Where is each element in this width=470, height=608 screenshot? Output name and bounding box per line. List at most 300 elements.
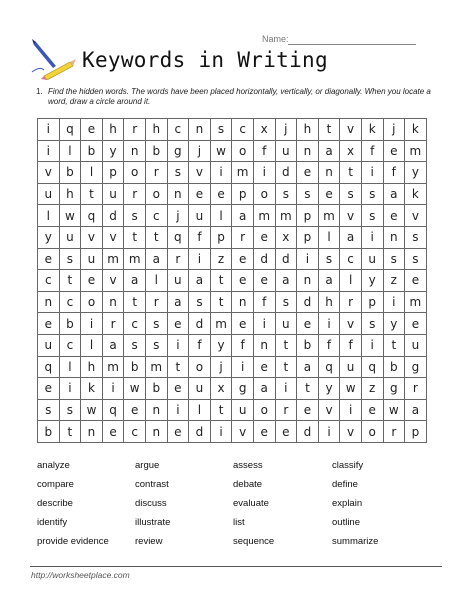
grid-cell[interactable]: q	[81, 205, 103, 227]
grid-cell[interactable]: e	[318, 183, 340, 205]
grid-cell[interactable]: k	[405, 119, 427, 141]
grid-cell[interactable]: u	[340, 356, 362, 378]
grid-cell[interactable]: m	[145, 356, 167, 378]
grid-cell[interactable]: a	[275, 270, 297, 292]
grid-cell[interactable]: e	[189, 183, 211, 205]
grid-cell[interactable]: d	[275, 248, 297, 270]
grid-cell[interactable]: d	[102, 205, 124, 227]
grid-cell[interactable]: t	[318, 119, 340, 141]
grid-cell[interactable]: i	[340, 399, 362, 421]
grid-cell[interactable]: l	[59, 140, 81, 162]
grid-cell[interactable]: u	[189, 205, 211, 227]
grid-cell[interactable]: v	[189, 162, 211, 184]
grid-cell[interactable]: g	[232, 378, 254, 400]
grid-cell[interactable]: m	[405, 291, 427, 313]
grid-cell[interactable]: m	[253, 205, 275, 227]
grid-cell[interactable]: d	[275, 162, 297, 184]
grid-cell[interactable]: a	[145, 248, 167, 270]
grid-cell[interactable]: e	[383, 140, 405, 162]
grid-cell[interactable]: o	[232, 140, 254, 162]
grid-cell[interactable]: e	[361, 399, 383, 421]
grid-cell[interactable]: f	[189, 226, 211, 248]
grid-cell[interactable]: k	[81, 378, 103, 400]
grid-cell[interactable]: a	[102, 334, 124, 356]
grid-cell[interactable]: f	[318, 334, 340, 356]
grid-row	[38, 313, 427, 335]
grid-cell[interactable]: e	[38, 248, 60, 270]
grid-cell[interactable]: s	[59, 248, 81, 270]
grid-cell[interactable]: u	[405, 334, 427, 356]
grid-cell[interactable]: s	[318, 248, 340, 270]
grid-row	[38, 270, 427, 292]
grid-cell[interactable]: u	[275, 313, 297, 335]
grid-cell[interactable]: y	[405, 162, 427, 184]
grid-cell[interactable]: n	[297, 140, 319, 162]
grid-cell[interactable]: s	[361, 313, 383, 335]
grid-cell[interactable]: x	[275, 226, 297, 248]
grid-cell[interactable]: v	[340, 205, 362, 227]
grid-cell[interactable]: n	[253, 334, 275, 356]
grid-cell[interactable]: i	[210, 162, 232, 184]
grid-cell[interactable]: z	[383, 270, 405, 292]
grid-cell[interactable]: d	[297, 291, 319, 313]
grid-cell[interactable]: j	[189, 140, 211, 162]
grid-cell[interactable]: a	[405, 399, 427, 421]
grid-cell[interactable]: n	[189, 119, 211, 141]
grid-cell[interactable]: r	[340, 291, 362, 313]
grid-cell[interactable]: s	[340, 183, 362, 205]
grid-cell[interactable]: d	[189, 313, 211, 335]
grid-cell[interactable]: t	[210, 399, 232, 421]
word-bank-item: list	[233, 517, 245, 528]
grid-cell[interactable]: q	[38, 356, 60, 378]
grid-cell[interactable]: k	[405, 183, 427, 205]
grid-cell[interactable]: t	[210, 270, 232, 292]
grid-cell[interactable]: i	[232, 356, 254, 378]
grid-cell[interactable]: s	[297, 183, 319, 205]
grid-cell[interactable]: p	[102, 162, 124, 184]
grid-cell[interactable]: n	[124, 140, 146, 162]
grid-cell[interactable]: l	[145, 270, 167, 292]
grid-cell[interactable]: n	[167, 183, 189, 205]
grid-cell[interactable]: l	[59, 356, 81, 378]
grid-cell[interactable]: o	[145, 183, 167, 205]
word-bank-item: classify	[332, 460, 364, 471]
grid-cell[interactable]: t	[59, 421, 81, 443]
grid-cell[interactable]: c	[145, 205, 167, 227]
grid-cell[interactable]: c	[124, 313, 146, 335]
grid-cell[interactable]: x	[210, 378, 232, 400]
grid-cell[interactable]: v	[102, 226, 124, 248]
grid-cell[interactable]: y	[361, 270, 383, 292]
grid-cell[interactable]: r	[124, 119, 146, 141]
grid-cell[interactable]: b	[383, 356, 405, 378]
grid-cell[interactable]: u	[189, 378, 211, 400]
grid-cell[interactable]: q	[102, 399, 124, 421]
pencil-icon	[41, 59, 76, 80]
grid-cell[interactable]: v	[340, 313, 362, 335]
grid-cell[interactable]: e	[232, 270, 254, 292]
grid-cell[interactable]: c	[59, 334, 81, 356]
grid-cell[interactable]: f	[253, 291, 275, 313]
grid-cell[interactable]: o	[253, 399, 275, 421]
grid-cell[interactable]: r	[232, 226, 254, 248]
grid-cell[interactable]: a	[167, 291, 189, 313]
grid-cell[interactable]: e	[297, 399, 319, 421]
grid-cell[interactable]: y	[383, 313, 405, 335]
grid-cell[interactable]: o	[124, 162, 146, 184]
grid-cell[interactable]: w	[210, 140, 232, 162]
grid-cell[interactable]: l	[318, 226, 340, 248]
grid-cell[interactable]: v	[340, 119, 362, 141]
grid-cell[interactable]: b	[59, 162, 81, 184]
grid-cell[interactable]: i	[167, 334, 189, 356]
word-bank-item: illustrate	[135, 517, 171, 528]
grid-cell[interactable]: e	[167, 313, 189, 335]
grid-cell[interactable]: c	[38, 270, 60, 292]
grid-cell[interactable]: m	[275, 205, 297, 227]
grid-cell[interactable]: s	[38, 399, 60, 421]
grid-cell[interactable]: b	[297, 334, 319, 356]
grid-cell[interactable]: n	[232, 291, 254, 313]
grid-cell[interactable]: s	[124, 334, 146, 356]
grid-cell[interactable]: l	[81, 162, 103, 184]
grid-row	[38, 226, 427, 248]
grid-cell[interactable]: p	[405, 421, 427, 443]
grid-row	[38, 291, 427, 313]
grid-cell[interactable]: e	[405, 313, 427, 335]
grid-cell[interactable]: x	[340, 140, 362, 162]
word-bank-item: summarize	[332, 536, 379, 547]
grid-cell[interactable]: g	[167, 140, 189, 162]
grid-cell[interactable]: n	[38, 291, 60, 313]
grid-cell[interactable]: l	[189, 399, 211, 421]
grid-cell[interactable]: m	[210, 313, 232, 335]
grid-cell[interactable]: p	[361, 291, 383, 313]
grid-cell[interactable]: a	[124, 270, 146, 292]
grid-cell[interactable]: w	[81, 399, 103, 421]
grid-cell[interactable]: e	[297, 313, 319, 335]
grid-cell[interactable]: t	[167, 356, 189, 378]
grid-cell[interactable]: w	[124, 378, 146, 400]
grid-cell[interactable]: e	[232, 313, 254, 335]
grid-cell[interactable]: v	[232, 421, 254, 443]
grid-cell[interactable]: j	[167, 205, 189, 227]
grid-cell[interactable]: e	[167, 421, 189, 443]
grid-cell[interactable]: i	[318, 421, 340, 443]
grid-cell[interactable]: o	[361, 421, 383, 443]
grid-cell[interactable]: t	[145, 226, 167, 248]
grid-row	[38, 183, 427, 205]
grid-cell[interactable]: w	[383, 399, 405, 421]
word-bank-item: outline	[332, 517, 360, 528]
word-bank-item: identify	[37, 517, 68, 528]
grid-cell[interactable]: u	[275, 140, 297, 162]
grid-cell[interactable]: e	[253, 356, 275, 378]
grid-row	[38, 356, 427, 378]
grid-cell[interactable]: q	[318, 356, 340, 378]
grid-cell[interactable]: o	[189, 356, 211, 378]
grid-cell[interactable]: i	[297, 248, 319, 270]
grid-cell[interactable]: i	[59, 378, 81, 400]
grid-cell[interactable]: r	[124, 183, 146, 205]
grid-cell[interactable]: n	[145, 421, 167, 443]
grid-cell[interactable]: s	[124, 205, 146, 227]
grid-cell[interactable]: e	[253, 226, 275, 248]
grid-cell[interactable]: v	[102, 270, 124, 292]
grid-cell[interactable]: p	[297, 226, 319, 248]
grid-cell[interactable]: s	[145, 334, 167, 356]
grid-cell[interactable]: h	[318, 291, 340, 313]
grid-cell[interactable]: m	[124, 248, 146, 270]
grid-cell[interactable]: d	[189, 421, 211, 443]
grid-cell[interactable]: t	[81, 183, 103, 205]
word-bank-item: provide evidence	[37, 536, 109, 547]
grid-cell[interactable]: k	[361, 119, 383, 141]
grid-cell[interactable]: j	[210, 356, 232, 378]
grid-cell[interactable]: s	[383, 248, 405, 270]
grid-cell[interactable]: a	[232, 205, 254, 227]
grid-cell[interactable]: m	[232, 162, 254, 184]
grid-cell[interactable]: a	[253, 378, 275, 400]
grid-cell[interactable]: u	[102, 183, 124, 205]
grid-cell[interactable]: i	[38, 140, 60, 162]
grid-cell[interactable]: p	[297, 205, 319, 227]
grid-cell[interactable]: i	[383, 291, 405, 313]
grid-cell[interactable]: e	[167, 378, 189, 400]
grid-cell[interactable]: u	[361, 248, 383, 270]
word-search-grid[interactable]	[37, 118, 427, 443]
grid-cell[interactable]: b	[38, 421, 60, 443]
grid-cell[interactable]: b	[81, 140, 103, 162]
grid-row	[38, 399, 427, 421]
grid-cell[interactable]: e	[275, 421, 297, 443]
grid-cell[interactable]: m	[318, 205, 340, 227]
grid-cell[interactable]: l	[340, 270, 362, 292]
grid-cell[interactable]: b	[124, 356, 146, 378]
grid-cell[interactable]: e	[102, 421, 124, 443]
grid-cell[interactable]: r	[145, 291, 167, 313]
grid-cell[interactable]: y	[38, 226, 60, 248]
grid-cell[interactable]: t	[124, 226, 146, 248]
grid-cell[interactable]: h	[102, 119, 124, 141]
grid-cell[interactable]: a	[318, 270, 340, 292]
pen-icon	[32, 39, 56, 68]
grid-cell[interactable]: i	[81, 313, 103, 335]
grid-cell[interactable]: e	[38, 378, 60, 400]
grid-cell[interactable]: f	[361, 140, 383, 162]
grid-cell[interactable]: i	[167, 399, 189, 421]
grid-cell[interactable]: o	[253, 183, 275, 205]
grid-cell[interactable]: h	[297, 119, 319, 141]
grid-cell[interactable]: u	[232, 399, 254, 421]
grid-cell[interactable]: t	[275, 334, 297, 356]
grid-cell[interactable]: h	[145, 119, 167, 141]
grid-cell[interactable]: n	[383, 226, 405, 248]
grid-cell[interactable]: h	[81, 356, 103, 378]
grid-cell[interactable]: n	[81, 421, 103, 443]
grid-cell[interactable]: c	[167, 119, 189, 141]
grid-cell[interactable]: c	[340, 248, 362, 270]
grid-cell[interactable]: p	[210, 226, 232, 248]
grid-cell[interactable]: a	[318, 140, 340, 162]
word-bank-item: discuss	[135, 498, 167, 509]
grid-cell[interactable]: o	[81, 291, 103, 313]
grid-cell[interactable]: e	[383, 205, 405, 227]
grid-cell[interactable]: n	[318, 162, 340, 184]
grid-cell[interactable]: i	[275, 378, 297, 400]
grid-cell[interactable]: v	[81, 226, 103, 248]
grid-cell[interactable]: f	[253, 140, 275, 162]
grid-cell[interactable]: t	[340, 162, 362, 184]
grid-cell[interactable]: r	[275, 399, 297, 421]
grid-cell[interactable]: s	[59, 399, 81, 421]
grid-cell[interactable]: u	[167, 270, 189, 292]
grid-cell[interactable]: i	[318, 313, 340, 335]
grid-cell[interactable]: s	[189, 291, 211, 313]
grid-cell[interactable]: i	[361, 334, 383, 356]
grid-cell[interactable]: p	[232, 183, 254, 205]
grid-cell[interactable]: b	[145, 378, 167, 400]
name-field[interactable]	[288, 44, 416, 45]
grid-cell[interactable]: b	[145, 140, 167, 162]
grid-cell[interactable]: x	[253, 119, 275, 141]
grid-cell[interactable]: t	[297, 378, 319, 400]
grid-cell[interactable]: r	[167, 248, 189, 270]
grid-cell[interactable]: t	[383, 334, 405, 356]
grid-cell[interactable]: u	[38, 183, 60, 205]
grid-cell[interactable]: c	[232, 119, 254, 141]
grid-cell[interactable]: m	[102, 248, 124, 270]
grid-cell[interactable]: z	[210, 248, 232, 270]
grid-cell[interactable]: t	[124, 291, 146, 313]
grid-cell[interactable]: y	[210, 334, 232, 356]
grid-cell[interactable]: j	[383, 119, 405, 141]
grid-cell[interactable]: e	[253, 270, 275, 292]
grid-cell[interactable]: r	[145, 162, 167, 184]
footer-url[interactable]: http://worksheetplace.com	[31, 570, 130, 580]
grid-cell[interactable]: e	[405, 270, 427, 292]
grid-cell[interactable]: r	[102, 313, 124, 335]
grid-cell[interactable]: i	[102, 378, 124, 400]
grid-cell[interactable]: s	[275, 291, 297, 313]
grid-cell[interactable]: a	[297, 356, 319, 378]
grid-cell[interactable]: h	[59, 183, 81, 205]
grid-cell[interactable]: l	[38, 205, 60, 227]
grid-cell[interactable]: q	[167, 226, 189, 248]
grid-cell[interactable]: s	[210, 119, 232, 141]
grid-cell[interactable]: e	[38, 313, 60, 335]
grid-cell[interactable]: t	[210, 291, 232, 313]
grid-cell[interactable]: f	[340, 334, 362, 356]
grid-cell[interactable]: g	[383, 378, 405, 400]
grid-row	[38, 162, 427, 184]
word-bank-item: analyze	[37, 460, 70, 471]
grid-cell[interactable]: u	[38, 334, 60, 356]
grid-cell[interactable]: r	[405, 378, 427, 400]
grid-cell[interactable]: u	[81, 248, 103, 270]
instruction-text: Find the hidden words. The words have been placed horizontally, vertically, or diagonally. When you locate a word, draw a circle around it.	[48, 87, 431, 106]
grid-cell[interactable]: n	[145, 399, 167, 421]
grid-row	[38, 421, 427, 443]
grid-cell[interactable]: b	[59, 313, 81, 335]
grid-cell[interactable]: i	[38, 119, 60, 141]
grid-cell[interactable]: v	[38, 162, 60, 184]
grid-row	[38, 140, 427, 162]
grid-cell[interactable]: j	[275, 119, 297, 141]
grid-cell[interactable]: t	[59, 270, 81, 292]
grid-cell[interactable]: e	[81, 119, 103, 141]
grid-cell[interactable]: i	[361, 162, 383, 184]
grid-cell[interactable]: i	[253, 313, 275, 335]
grid-cell[interactable]: l	[210, 205, 232, 227]
grid-cell[interactable]: m	[102, 356, 124, 378]
grid-cell[interactable]: c	[59, 291, 81, 313]
grid-cell[interactable]: s	[275, 183, 297, 205]
grid-cell[interactable]: d	[297, 421, 319, 443]
grid-cell[interactable]: y	[102, 140, 124, 162]
grid-cell[interactable]: f	[232, 334, 254, 356]
grid-cell[interactable]: s	[405, 226, 427, 248]
grid-cell[interactable]: n	[102, 291, 124, 313]
grid-cell[interactable]: e	[232, 248, 254, 270]
grid-cell[interactable]: r	[383, 421, 405, 443]
grid-cell[interactable]: s	[167, 162, 189, 184]
grid-cell[interactable]: l	[81, 334, 103, 356]
grid-cell[interactable]: c	[124, 421, 146, 443]
grid-cell[interactable]: g	[405, 356, 427, 378]
grid-cell[interactable]: i	[210, 421, 232, 443]
word-bank-item: sequence	[233, 536, 275, 547]
grid-cell[interactable]: w	[59, 205, 81, 227]
grid-cell[interactable]: i	[361, 226, 383, 248]
grid-cell[interactable]: i	[253, 162, 275, 184]
grid-cell[interactable]: e	[81, 270, 103, 292]
grid-cell[interactable]: s	[145, 313, 167, 335]
grid-cell[interactable]: e	[124, 399, 146, 421]
grid-cell[interactable]: q	[59, 119, 81, 141]
grid-cell[interactable]: i	[189, 248, 211, 270]
footer-divider	[30, 566, 442, 567]
grid-cell[interactable]: e	[253, 421, 275, 443]
instruction-number: 1.	[36, 87, 43, 96]
word-bank-item: compare	[37, 479, 74, 490]
grid-cell[interactable]: a	[340, 226, 362, 248]
grid-cell[interactable]: e	[297, 162, 319, 184]
grid-cell[interactable]: d	[253, 248, 275, 270]
grid-cell[interactable]: e	[210, 183, 232, 205]
grid-cell[interactable]: v	[318, 399, 340, 421]
grid-cell[interactable]: f	[189, 334, 211, 356]
grid-cell[interactable]: y	[318, 378, 340, 400]
grid-cell[interactable]: n	[297, 270, 319, 292]
grid-cell[interactable]: s	[361, 205, 383, 227]
grid-cell[interactable]: s	[405, 248, 427, 270]
grid-cell[interactable]: w	[340, 378, 362, 400]
grid-cell[interactable]: u	[59, 226, 81, 248]
grid-cell[interactable]: a	[383, 183, 405, 205]
grid-cell[interactable]: t	[275, 356, 297, 378]
grid-row	[38, 334, 427, 356]
grid-cell[interactable]: m	[405, 140, 427, 162]
grid-cell[interactable]: a	[189, 270, 211, 292]
grid-cell[interactable]: f	[383, 162, 405, 184]
grid-cell[interactable]: v	[340, 421, 362, 443]
grid-cell[interactable]: z	[361, 378, 383, 400]
grid-cell[interactable]: q	[361, 356, 383, 378]
grid-cell[interactable]: s	[361, 183, 383, 205]
grid-cell[interactable]: v	[405, 205, 427, 227]
